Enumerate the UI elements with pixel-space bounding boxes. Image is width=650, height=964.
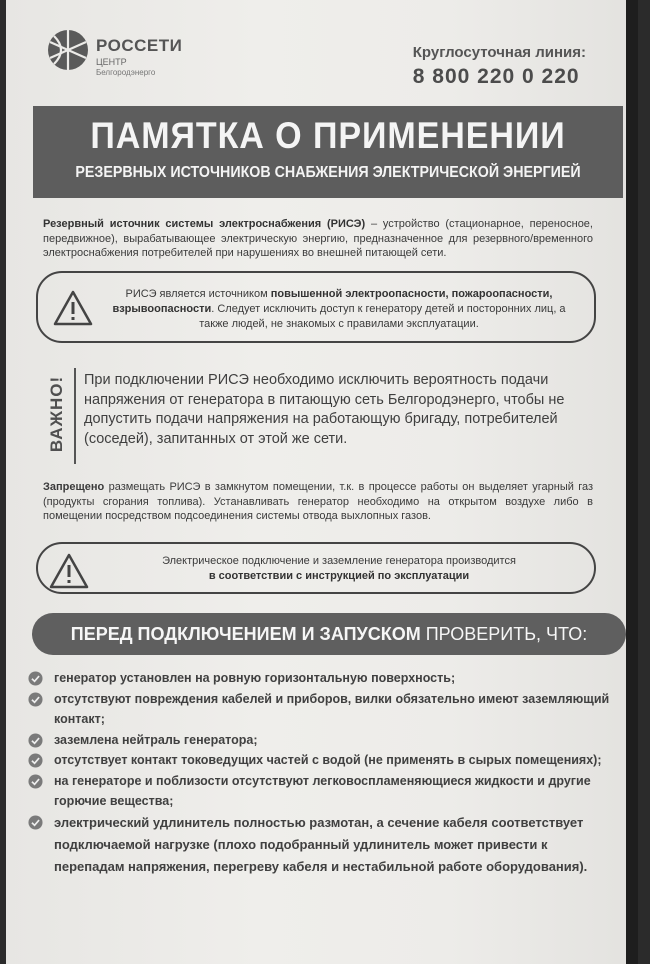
warning-hazard-bold: повышенной электроопасности, пожароопасности, взрывоопасности	[112, 288, 553, 315]
brand-name: РОССЕТИ	[96, 36, 183, 55]
page-subtitle: РЕЗЕРВНЫХ ИСТОЧНИКОВ СНАБЖЕНИЯ ЭЛЕКТРИЧЕСКОЙ ЭНЕРГИЕЙ	[75, 164, 581, 181]
page-edge-shadow	[626, 0, 638, 964]
warning-connection-line1: Электрическое подключение и заземление генератора производится	[162, 555, 516, 567]
warning-hazard-pre: РИСЭ является источником	[125, 288, 271, 300]
page-title: ПАМЯТКА О ПРИМЕНЕНИИ	[90, 115, 566, 156]
check-circle-icon	[28, 692, 43, 707]
check-circle-icon	[28, 774, 43, 789]
banner-part1: ПЕРЕД ПОДКЛЮЧЕНИЕМ И ЗАПУСКОМ	[70, 624, 421, 644]
hotline-block	[413, 44, 586, 89]
check-circle-icon	[28, 671, 43, 686]
brand-sub-center: ЦЕНТР	[96, 57, 127, 67]
checklist-item-text: электрический удлинитель полностью размотан, а сечение кабеля соответствует подключаемой нагрузке (плохо подобранный удлинитель может привести к перепадам напряжения, перегреву кабеля и нестабильной работе оборудования).	[54, 814, 588, 874]
checklist-item	[28, 812, 618, 878]
check-circle-icon	[28, 815, 43, 830]
hotline-label: Круглосуточная линия:	[412, 44, 586, 61]
checklist-item	[28, 668, 618, 689]
warning-hazard-text	[104, 287, 574, 332]
warning-hazard-post: . Следует исключить доступ к генератору детей и посторонних лиц, а также людей, не знакомых с правилами эксплуатации.	[199, 303, 566, 330]
intro-paragraph	[43, 217, 593, 261]
warning-triangle-icon	[52, 289, 94, 327]
forbidden-text: размещать РИСЭ в замкнутом помещении, т.к. в процессе работы он выделяет угарный газ (продукты сгорания топлива). Устанавливать генератор необходимо на открытом воздухе либо в помещении посредством подсоединения системы отвода выхлопных газов.	[43, 481, 593, 522]
checklist-item-text: отсутствует контакт токоведущих частей с водой (не применять в сырых помещениях);	[54, 753, 602, 767]
header	[46, 26, 606, 96]
banner-part2: ПРОВЕРИТЬ, ЧТО:	[420, 624, 588, 644]
checklist	[28, 668, 618, 878]
checklist-item	[28, 730, 618, 751]
hotline-number: 8 800 220 0 220	[412, 65, 580, 88]
warning-box-connection	[36, 542, 596, 594]
warning-connection-text	[104, 554, 574, 584]
check-circle-icon	[28, 753, 43, 768]
warning-box-hazard	[36, 271, 596, 343]
check-circle-icon	[28, 733, 43, 748]
rosseti-logo-icon	[46, 28, 90, 72]
important-divider	[74, 368, 76, 464]
warning-connection-line2: в соответствии с инструкцией по эксплуатации	[208, 570, 470, 582]
checklist-item-text: генератор установлен на ровную горизонтальную поверхность;	[54, 671, 456, 685]
leaflet-page	[6, 0, 638, 964]
brand-block	[96, 36, 182, 77]
checklist-item	[28, 771, 618, 812]
checklist-item	[28, 689, 618, 730]
title-block	[33, 106, 623, 198]
checklist-item-text: на генераторе и поблизости отсутствуют легковоспламеняющиеся жидкости и другие горючие вещества;	[54, 773, 591, 808]
important-label-text: ВАЖНО!	[47, 375, 66, 453]
checklist-item-text: отсутствуют повреждения кабелей и приборов, вилки обязательно имеют заземляющий контакт;	[54, 691, 610, 726]
important-text: При подключении РИСЭ необходимо исключить вероятность подачи напряжения от генератора в питающую сеть Белгородэнерго, чтобы не допустить подачи напряжения на работающую бригаду, потребителей (соседей), запитанных от этой же сети.	[84, 372, 565, 447]
checklist-item-text: заземлена нейтраль генератора;	[54, 732, 258, 747]
intro-text: – устройство (стационарное, переносное, передвижное), вырабатывающее электрическую энергию, предназначенное для резервного/временного электроснабжения потребителей при нарушениях во внешней питающей сети.	[43, 218, 593, 259]
brand-sub-branch: Белгородэнерго	[96, 68, 156, 77]
checklist-item	[28, 750, 618, 771]
intro-term: Резервный источник системы электроснабжения (РИСЭ)	[43, 218, 366, 230]
forbidden-paragraph	[43, 480, 593, 524]
forbidden-bold: Запрещено	[43, 481, 105, 493]
important-label	[42, 366, 70, 468]
warning-triangle-icon	[48, 552, 90, 590]
section-banner	[32, 613, 626, 655]
